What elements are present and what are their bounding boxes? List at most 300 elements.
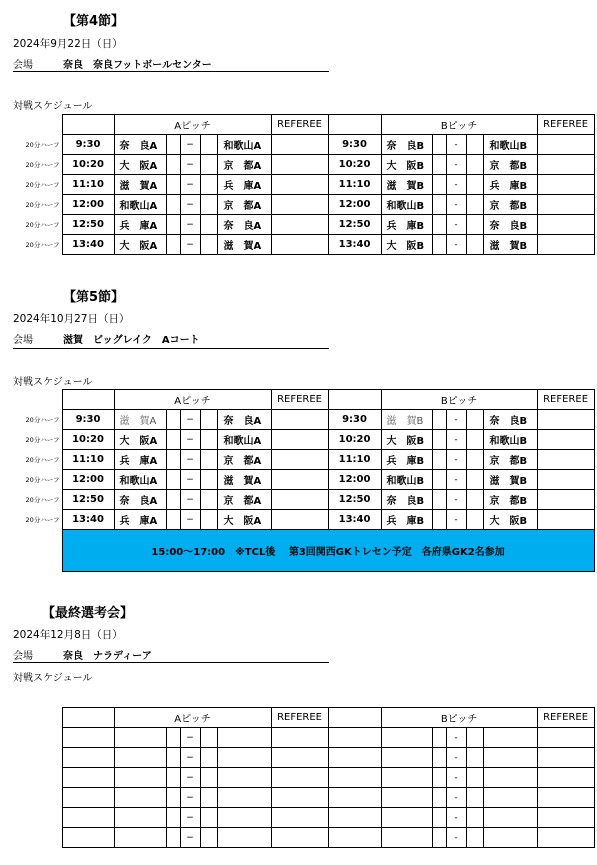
venue-row <box>13 647 333 663</box>
table-header-row <box>13 390 594 410</box>
a-referee-cell <box>271 808 328 828</box>
a-referee-cell <box>271 135 328 155</box>
half-label: 20分ハーフ <box>25 181 60 189</box>
a-score-cell <box>166 450 180 470</box>
a-dash: − <box>180 215 200 235</box>
b-referee-cell <box>537 510 594 530</box>
a-time <box>62 768 114 788</box>
b-score-cell <box>466 450 483 470</box>
table-row <box>13 175 594 195</box>
b-time: 11:10 <box>328 450 381 470</box>
a-home-team: 大 阪A <box>114 430 166 450</box>
a-home-team <box>114 828 166 848</box>
a-score-cell <box>166 748 180 768</box>
b-score-cell <box>466 748 483 768</box>
a-score-cell <box>200 788 217 808</box>
header-b-time-cell <box>328 390 381 410</box>
b-time <box>328 808 381 828</box>
a-away-team: 奈 良A <box>217 410 271 430</box>
venue-underline <box>13 71 329 72</box>
table-row <box>13 510 594 530</box>
b-referee-cell <box>537 768 594 788</box>
b-score-cell <box>466 490 483 510</box>
b-away-team: 大 阪B <box>483 510 537 530</box>
b-home-team <box>381 808 432 828</box>
b-score-cell <box>466 728 483 748</box>
a-referee-cell <box>271 430 328 450</box>
b-referee-cell <box>537 430 594 450</box>
b-home-team: 和歌山B <box>381 470 432 490</box>
b-away-team: 和歌山B <box>483 430 537 450</box>
a-referee-cell <box>271 215 328 235</box>
b-home-team: 滋 賀B <box>381 410 432 430</box>
b-time: 9:30 <box>328 410 381 430</box>
a-home-team: 滋 賀A <box>114 410 166 430</box>
a-dash: − <box>180 175 200 195</box>
a-time: 9:30 <box>62 135 114 155</box>
a-score-cell <box>200 215 217 235</box>
b-score-cell <box>466 430 483 450</box>
a-home-team <box>114 768 166 788</box>
b-time <box>328 728 381 748</box>
b-home-team: 和歌山B <box>381 195 432 215</box>
a-referee-cell <box>271 175 328 195</box>
b-time <box>328 748 381 768</box>
b-score-cell <box>466 410 483 430</box>
venue-underline <box>13 348 329 349</box>
b-referee-cell <box>537 175 594 195</box>
half-label: 20分ハーフ <box>25 201 60 209</box>
a-time: 9:30 <box>62 410 114 430</box>
b-score-cell <box>432 215 446 235</box>
a-referee-cell <box>271 768 328 788</box>
a-score-cell <box>166 788 180 808</box>
banner-spacer <box>13 530 62 572</box>
b-away-team <box>483 768 537 788</box>
b-dash: - <box>446 410 466 430</box>
b-time: 13:40 <box>328 235 381 255</box>
b-score-cell <box>466 135 483 155</box>
a-time: 12:00 <box>62 470 114 490</box>
b-score-cell <box>466 235 483 255</box>
a-referee-cell <box>271 410 328 430</box>
header-a-pitch: Aピッチ <box>114 708 271 728</box>
b-score-cell <box>466 788 483 808</box>
half-label: 20分ハーフ <box>25 416 60 424</box>
b-away-team <box>483 728 537 748</box>
a-away-team: 京 都A <box>217 155 271 175</box>
b-dash: - <box>446 470 466 490</box>
table-row <box>13 215 594 235</box>
a-away-team: 和歌山A <box>217 430 271 450</box>
a-time: 11:10 <box>62 450 114 470</box>
b-score-cell <box>432 490 446 510</box>
b-home-team: 大 阪B <box>381 235 432 255</box>
a-dash: − <box>180 135 200 155</box>
a-dash: − <box>180 748 200 768</box>
a-score-cell <box>200 195 217 215</box>
table-row <box>13 768 594 788</box>
b-score-cell <box>432 410 446 430</box>
a-dash: − <box>180 788 200 808</box>
b-score-cell <box>432 748 446 768</box>
half-label: 20分ハーフ <box>25 436 60 444</box>
a-away-team <box>217 788 271 808</box>
b-referee-cell <box>537 215 594 235</box>
a-referee-cell <box>271 155 328 175</box>
b-time: 13:40 <box>328 510 381 530</box>
header-b-referee: REFEREE <box>537 708 594 728</box>
a-away-team: 兵 庫A <box>217 175 271 195</box>
b-home-team: 兵 庫B <box>381 510 432 530</box>
a-referee-cell <box>271 450 328 470</box>
b-time <box>328 828 381 848</box>
banner-row <box>13 530 594 572</box>
a-score-cell <box>200 155 217 175</box>
a-score-cell <box>166 728 180 748</box>
b-dash: - <box>446 215 466 235</box>
section-title: 【第5節】 <box>63 290 125 305</box>
b-referee-cell <box>537 195 594 215</box>
header-b-time-cell <box>328 115 381 135</box>
a-referee-cell <box>271 828 328 848</box>
schedule-label: 対戦スケジュール <box>13 377 93 388</box>
a-home-team <box>114 748 166 768</box>
b-away-team: 京 都B <box>483 450 537 470</box>
gk-training-banner: 15:00〜17:00 ※TCL後 第3回関西GKトレセン予定 各府県GK2名参加 <box>62 530 594 572</box>
b-score-cell <box>466 470 483 490</box>
b-score-cell <box>432 728 446 748</box>
header-a-pitch: Aピッチ <box>114 115 271 135</box>
table-row <box>13 430 594 450</box>
b-time: 12:50 <box>328 490 381 510</box>
a-home-team: 大 阪A <box>114 235 166 255</box>
table-row <box>13 195 594 215</box>
a-score-cell <box>166 510 180 530</box>
section-date: 2024年12月8日（日） <box>13 629 123 641</box>
b-away-team: 滋 賀B <box>483 235 537 255</box>
a-dash: − <box>180 470 200 490</box>
header-b-referee: REFEREE <box>537 115 594 135</box>
b-away-team <box>483 828 537 848</box>
venue-underline <box>13 662 329 663</box>
a-home-team <box>114 728 166 748</box>
a-time: 13:40 <box>62 235 114 255</box>
a-score-cell <box>166 235 180 255</box>
b-dash: - <box>446 808 466 828</box>
corner-cell <box>13 390 62 410</box>
schedule-table <box>13 707 595 848</box>
a-referee-cell <box>271 728 328 748</box>
b-away-team: 京 都B <box>483 155 537 175</box>
half-label: 20分ハーフ <box>25 161 60 169</box>
a-score-cell <box>166 470 180 490</box>
header-a-referee: REFEREE <box>271 115 328 135</box>
b-dash: - <box>446 195 466 215</box>
table-row <box>13 155 594 175</box>
header-a-time-cell <box>62 390 114 410</box>
a-score-cell <box>200 828 217 848</box>
a-away-team <box>217 828 271 848</box>
b-dash: - <box>446 135 466 155</box>
a-score-cell <box>166 410 180 430</box>
table-header-row <box>13 115 594 135</box>
a-home-team: 奈 良A <box>114 490 166 510</box>
table-row <box>13 450 594 470</box>
a-time <box>62 728 114 748</box>
b-referee-cell <box>537 155 594 175</box>
a-score-cell <box>200 808 217 828</box>
a-time: 12:50 <box>62 215 114 235</box>
b-referee-cell <box>537 410 594 430</box>
b-home-team: 大 阪B <box>381 155 432 175</box>
b-home-team <box>381 768 432 788</box>
venue-label: 会場 <box>13 60 33 71</box>
half-label: 20分ハーフ <box>25 141 60 149</box>
a-referee-cell <box>271 195 328 215</box>
b-time: 12:50 <box>328 215 381 235</box>
a-score-cell <box>166 155 180 175</box>
a-dash: − <box>180 155 200 175</box>
a-dash: − <box>180 430 200 450</box>
a-home-team <box>114 808 166 828</box>
a-time: 12:50 <box>62 490 114 510</box>
a-score-cell <box>166 808 180 828</box>
a-time: 10:20 <box>62 155 114 175</box>
a-home-team: 和歌山A <box>114 195 166 215</box>
a-dash: − <box>180 410 200 430</box>
b-dash: - <box>446 728 466 748</box>
half-label: 20分ハーフ <box>25 456 60 464</box>
b-home-team: 奈 良B <box>381 135 432 155</box>
b-dash: - <box>446 450 466 470</box>
b-home-team: 兵 庫B <box>381 215 432 235</box>
b-home-team: 大 阪B <box>381 430 432 450</box>
header-b-referee: REFEREE <box>537 390 594 410</box>
table-row <box>13 748 594 768</box>
b-away-team <box>483 808 537 828</box>
side-blank <box>13 728 62 748</box>
table-row <box>13 788 594 808</box>
a-referee-cell <box>271 788 328 808</box>
a-away-team: 滋 賀A <box>217 470 271 490</box>
corner-cell <box>13 708 62 728</box>
schedule-label: 対戦スケジュール <box>13 101 93 112</box>
b-score-cell <box>432 175 446 195</box>
b-score-cell <box>432 788 446 808</box>
b-score-cell <box>432 195 446 215</box>
b-time: 11:10 <box>328 175 381 195</box>
a-home-team: 兵 庫A <box>114 215 166 235</box>
a-score-cell <box>200 410 217 430</box>
a-away-team: 京 都A <box>217 490 271 510</box>
header-a-time-cell <box>62 708 114 728</box>
section-date: 2024年9月22日（日） <box>13 38 123 50</box>
a-score-cell <box>200 235 217 255</box>
a-score-cell <box>200 490 217 510</box>
table-row <box>13 470 594 490</box>
b-time: 12:00 <box>328 470 381 490</box>
venue-name: 奈良 ナラディーア <box>63 651 152 662</box>
b-time <box>328 768 381 788</box>
a-dash: − <box>180 450 200 470</box>
half-label: 20分ハーフ <box>25 496 60 504</box>
b-referee-cell <box>537 808 594 828</box>
side-blank <box>13 808 62 828</box>
b-dash: - <box>446 510 466 530</box>
a-score-cell <box>200 430 217 450</box>
a-dash: − <box>180 195 200 215</box>
a-dash: − <box>180 768 200 788</box>
table-row <box>13 235 594 255</box>
venue-label: 会場 <box>13 335 33 346</box>
table-row <box>13 728 594 748</box>
b-score-cell <box>432 470 446 490</box>
a-dash: − <box>180 235 200 255</box>
header-a-referee: REFEREE <box>271 708 328 728</box>
a-home-team: 大 阪A <box>114 155 166 175</box>
a-dash: − <box>180 510 200 530</box>
a-score-cell <box>166 430 180 450</box>
a-score-cell <box>166 195 180 215</box>
schedule-label: 対戦スケジュール <box>13 673 93 684</box>
venue-name: 滋賀 ビッグレイク Aコート <box>63 335 200 346</box>
b-away-team: 兵 庫B <box>483 175 537 195</box>
b-away-team: 京 都B <box>483 490 537 510</box>
header-a-referee: REFEREE <box>271 390 328 410</box>
header-a-time-cell <box>62 115 114 135</box>
b-score-cell <box>432 510 446 530</box>
header-b-pitch: Bピッチ <box>381 390 537 410</box>
header-b-time-cell <box>328 708 381 728</box>
b-time: 10:20 <box>328 155 381 175</box>
b-score-cell <box>466 510 483 530</box>
a-dash: − <box>180 728 200 748</box>
b-score-cell <box>432 235 446 255</box>
b-referee-cell <box>537 135 594 155</box>
venue-label: 会場 <box>13 651 33 662</box>
b-dash: - <box>446 175 466 195</box>
b-time <box>328 788 381 808</box>
a-referee-cell <box>271 510 328 530</box>
a-dash: − <box>180 808 200 828</box>
b-home-team <box>381 748 432 768</box>
a-home-team <box>114 788 166 808</box>
a-dash: − <box>180 828 200 848</box>
b-home-team: 兵 庫B <box>381 450 432 470</box>
a-score-cell <box>166 215 180 235</box>
b-referee-cell <box>537 788 594 808</box>
b-time: 12:00 <box>328 195 381 215</box>
venue-name: 奈良 奈良フットボールセンター <box>63 60 212 71</box>
b-score-cell <box>466 155 483 175</box>
b-dash: - <box>446 788 466 808</box>
a-time: 10:20 <box>62 430 114 450</box>
header-a-pitch: Aピッチ <box>114 390 271 410</box>
b-dash: - <box>446 155 466 175</box>
a-away-team: 奈 良A <box>217 215 271 235</box>
b-dash: - <box>446 748 466 768</box>
a-home-team: 兵 庫A <box>114 510 166 530</box>
a-score-cell <box>200 748 217 768</box>
b-referee-cell <box>537 828 594 848</box>
a-time: 12:00 <box>62 195 114 215</box>
b-time: 9:30 <box>328 135 381 155</box>
a-referee-cell <box>271 490 328 510</box>
a-away-team: 京 都A <box>217 195 271 215</box>
b-time: 10:20 <box>328 430 381 450</box>
section-title: 【最終選考会】 <box>42 606 134 621</box>
b-dash: - <box>446 828 466 848</box>
b-away-team: 奈 良B <box>483 410 537 430</box>
a-score-cell <box>166 175 180 195</box>
b-home-team: 滋 賀B <box>381 175 432 195</box>
a-score-cell <box>166 828 180 848</box>
table-header-row <box>13 708 594 728</box>
header-b-pitch: Bピッチ <box>381 115 537 135</box>
a-score-cell <box>166 135 180 155</box>
table-row <box>13 490 594 510</box>
b-score-cell <box>466 808 483 828</box>
b-score-cell <box>466 195 483 215</box>
a-time <box>62 808 114 828</box>
venue-row <box>13 56 333 72</box>
a-away-team <box>217 808 271 828</box>
a-score-cell <box>200 728 217 748</box>
a-away-team: 和歌山A <box>217 135 271 155</box>
b-away-team: 奈 良B <box>483 215 537 235</box>
a-score-cell <box>200 135 217 155</box>
b-score-cell <box>432 155 446 175</box>
a-home-team: 和歌山A <box>114 470 166 490</box>
table-row <box>13 828 594 848</box>
a-dash: − <box>180 490 200 510</box>
half-label: 20分ハーフ <box>25 516 60 524</box>
table-row <box>13 410 594 430</box>
b-dash: - <box>446 768 466 788</box>
b-score-cell <box>466 215 483 235</box>
b-dash: - <box>446 235 466 255</box>
b-referee-cell <box>537 490 594 510</box>
a-score-cell <box>200 510 217 530</box>
side-blank <box>13 768 62 788</box>
b-score-cell <box>466 175 483 195</box>
b-home-team <box>381 788 432 808</box>
b-referee-cell <box>537 235 594 255</box>
a-away-team <box>217 748 271 768</box>
a-time: 13:40 <box>62 510 114 530</box>
corner-cell <box>13 115 62 135</box>
a-away-team <box>217 768 271 788</box>
a-home-team: 滋 賀A <box>114 175 166 195</box>
a-score-cell <box>200 470 217 490</box>
a-score-cell <box>200 768 217 788</box>
a-home-team: 奈 良A <box>114 135 166 155</box>
a-score-cell <box>166 768 180 788</box>
a-home-team: 兵 庫A <box>114 450 166 470</box>
side-blank <box>13 748 62 768</box>
b-score-cell <box>432 828 446 848</box>
b-away-team: 京 都B <box>483 195 537 215</box>
table-row <box>13 135 594 155</box>
schedule-table <box>13 114 595 255</box>
b-score-cell <box>432 768 446 788</box>
b-score-cell <box>466 768 483 788</box>
a-time <box>62 748 114 768</box>
a-away-team: 京 都A <box>217 450 271 470</box>
a-away-team: 滋 賀A <box>217 235 271 255</box>
section-title: 【第4節】 <box>63 14 125 29</box>
